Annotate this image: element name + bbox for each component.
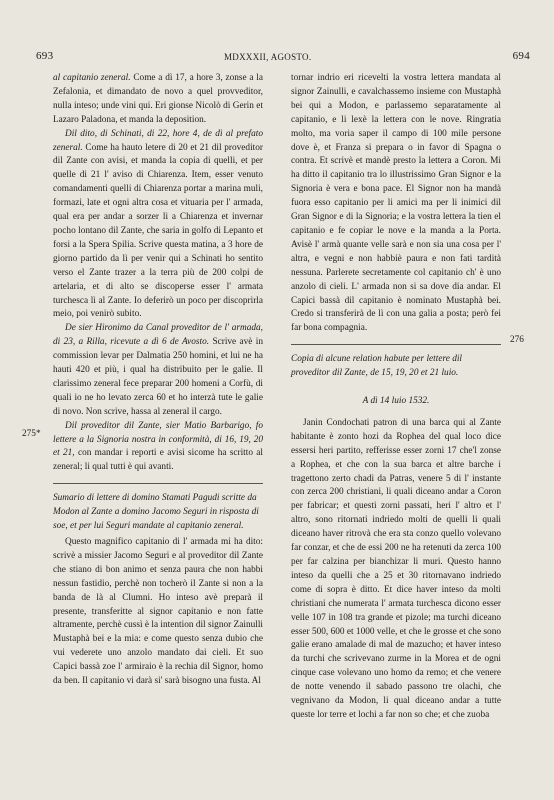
left-column <box>53 72 263 689</box>
italic-lead: al capitanio zeneral. <box>53 73 131 83</box>
margin-number-left: 275* <box>22 429 41 439</box>
margin-number-right: 276 <box>510 335 524 345</box>
running-title: MDXXXII, AGOSTO. <box>224 52 312 62</box>
paragraph: tornar indrio eri ricevelti la vostra lettera mandata al signor Zainulli, e cavalchassemo insieme con Mustaphà bei qui a Modon, e parlassemo separatamente al capitanio, e li lexè la lettera con le nove. Ringratia molto, ma voria saper il campo di 100 mile persone dove è, et Franza si prepara o in favor di Spagna o contra. Et scrivè et mandè presto la lettera a Coron. Mi ha ditto il capitanio tra lo illustrissimo Gran Signor e la Signoria è vera e bona pace. El Signor non ha mandà fuora esso capitanio per li amici ma per li inimici dil Gran Signor e di la Signoria; e la vostra lettera la tien el capitanio e fe copiar le nove e la manda a la Porta. Avisè l' armà quante velle sarà e non sia una cosa per l' altra, e vegni e non habbiè paura e non fati tardità nessuna. Parlerete secretamente col capitanio ch' è uno anzolo di cieli. L' armada non si sa dove dia andar. El Capici bassà dil capitanio è nominato Mustaphà bei. Credo si transferirà de lì con una galia a posta; però fei far bona compagnia. <box>291 73 501 334</box>
italic-lead: Dil dito, di Schinati, di 22, hore 4, de dì al prefato zeneral. <box>53 128 263 153</box>
paragraph-text: Come ha hauto letere di 20 et 21 dil proveditor dil Zante con avisi, et manda la copia di quelli, et per quelle di 21 l' aviso di Chiarenza. Item, esser venuto comandamenti quelli di Chiarenza portar a marina muli, formazi, late et ogni altra cosa et vituaria per l' armada, qual era per andar a sorzer lì a Chiarenza et invernar pocho lontano dil Zante, che saria in golfo di Lepanto et forsi a la Spera Spilia. Scrive questa matina, a 3 hore de giorno partido da lì per venir qui a Schinati ho sentito verso el Zante trazer a la terra più de 200 colpi de artelaria, et di alto se discoperse esser l' armata turchesca lì al Zante. Io deferirò un poco per discoprirla meio, poi venirò subito. <box>53 142 263 320</box>
paragraph: Janin Condochati patron di una barca qui al Zante habitante è zonto hozi da Rophea del qual loco dice essersi heri partito, refferisse esser zorni 17 che'l zonse a Rophea, et che con la sua barca et altre barche i tragettono zerto chadì da Patras, venere 5 di l' instante con zerca 200 christiani, li quali diceano andar a Coron per fabricar; et questi zorni passati, heri l' altro et l' altro, sono ritornati indriedo molti de quelli li quali diceano haver ritrovà che era sta conzo quello volevano far conzar, et che de essi 200 ne ha retenuti da zerca 100 per far calzina per bianchizar li muri. Questo hanno inteso da quelli che a 25 et 30 ritornavano indriedo come di sopra è ditto. Et dice haver inteso da molti christiani che numerata l' armata turchesca dicono esser velle 107 in 108 tra grande et pizole; ma turchi diceano esser 500, 600 et 1000 velle, et che le grosse et che sono galie erano amalade di mal de mazucho; et haver inteso da turchi che scrivevano zurme in la Morea et de ogni cinque case volevano uno homo da remo; et che venere de notte venendo il sabado passono tre olachi, che vegnivano da Modon, li qual diceano andar a tutte queste lor terre et lochi a far non so che; et che zuoba <box>291 417 501 720</box>
paragraph <box>53 322 263 419</box>
italic-lead: De sier Hironimo da Canal proveditor de l' armada, di 23, a Rilla, ricevute a dì 6 de Avosto. <box>53 323 263 348</box>
italic-lead: Dil proveditor dil Zante, sier Matio Barbarigo, fo lettere a la Signoria nostra in conformità, di 16, 19, 20 et 21, <box>53 420 263 459</box>
paragraph <box>53 128 263 323</box>
paragraph-text: Scrive avè in commission levar per Dalmatia 250 homini, et lui ne ha hauti 420 et più, i qual ha distribuito per le galie. Il clarissimo zeneral fece preparar 200 homeni a Corfù, di quali io ne ho levato zerca 60 et ho interzà tute le galie di novo. Non scrive, hassa al zeneral il cargo. <box>53 337 263 417</box>
section-heading: Sumario di lettere di domino Stamati Pagudi scritte da Modon al Zante a domino Jacomo Seguri in risposta di soe, et per lui Seguri mandate al capitanio zeneral. <box>53 493 259 532</box>
section-divider <box>291 344 501 345</box>
paragraph-text: Come a dì 17, a hore 3, zonse a la Zefalonia, et dimandato de novo a quel provveditor, nulla inteso; unde vini qui. Eri gionse Nicolò di Gerin et Lazaro Paladona, et manda la deposition. <box>53 73 263 125</box>
date-heading: A dì 14 luio 1532. <box>362 396 430 407</box>
page-number-left: 693 <box>36 50 54 62</box>
page-header <box>36 50 530 66</box>
page-number-right: 694 <box>512 50 530 62</box>
paragraph <box>53 72 263 128</box>
right-column <box>291 72 501 723</box>
paragraph: Questo magnifico capitanio di l' armada mi ha dito: scrivè a missier Jacomo Seguri e al proveditor dil Zante che stiano di bon animo et senza paura che non habbi nessun fastidio, perchè non tocherò il Zante si non a la banda de là al Clumni. Ho inteso avè preparà il presente, transferitte al signor capitanio e non fatte altramente, perchè cussì è la intention dil signor Zainulli Mustaphà bei e la mia: e come questo senza dubio che vui vederete uno anzolo mandato dai cieli. Et suo Capici bassà zoe l' armiraio è la rechia dil Signor, homo da ben. Il capitanio vi darà si' sarà bisogno una fusta. Al <box>53 537 263 687</box>
paragraph <box>53 420 263 476</box>
section-heading: Copia di alcune relation habute per lettere dil proveditor dil Zante, de 15, 19, 20 et 21 luio. <box>291 354 463 379</box>
section-divider <box>53 483 263 484</box>
paragraph-text: con mandar i reporti e avisi sicome ha scritto al zeneral; li qual tutti è qui avanti. <box>53 448 264 473</box>
